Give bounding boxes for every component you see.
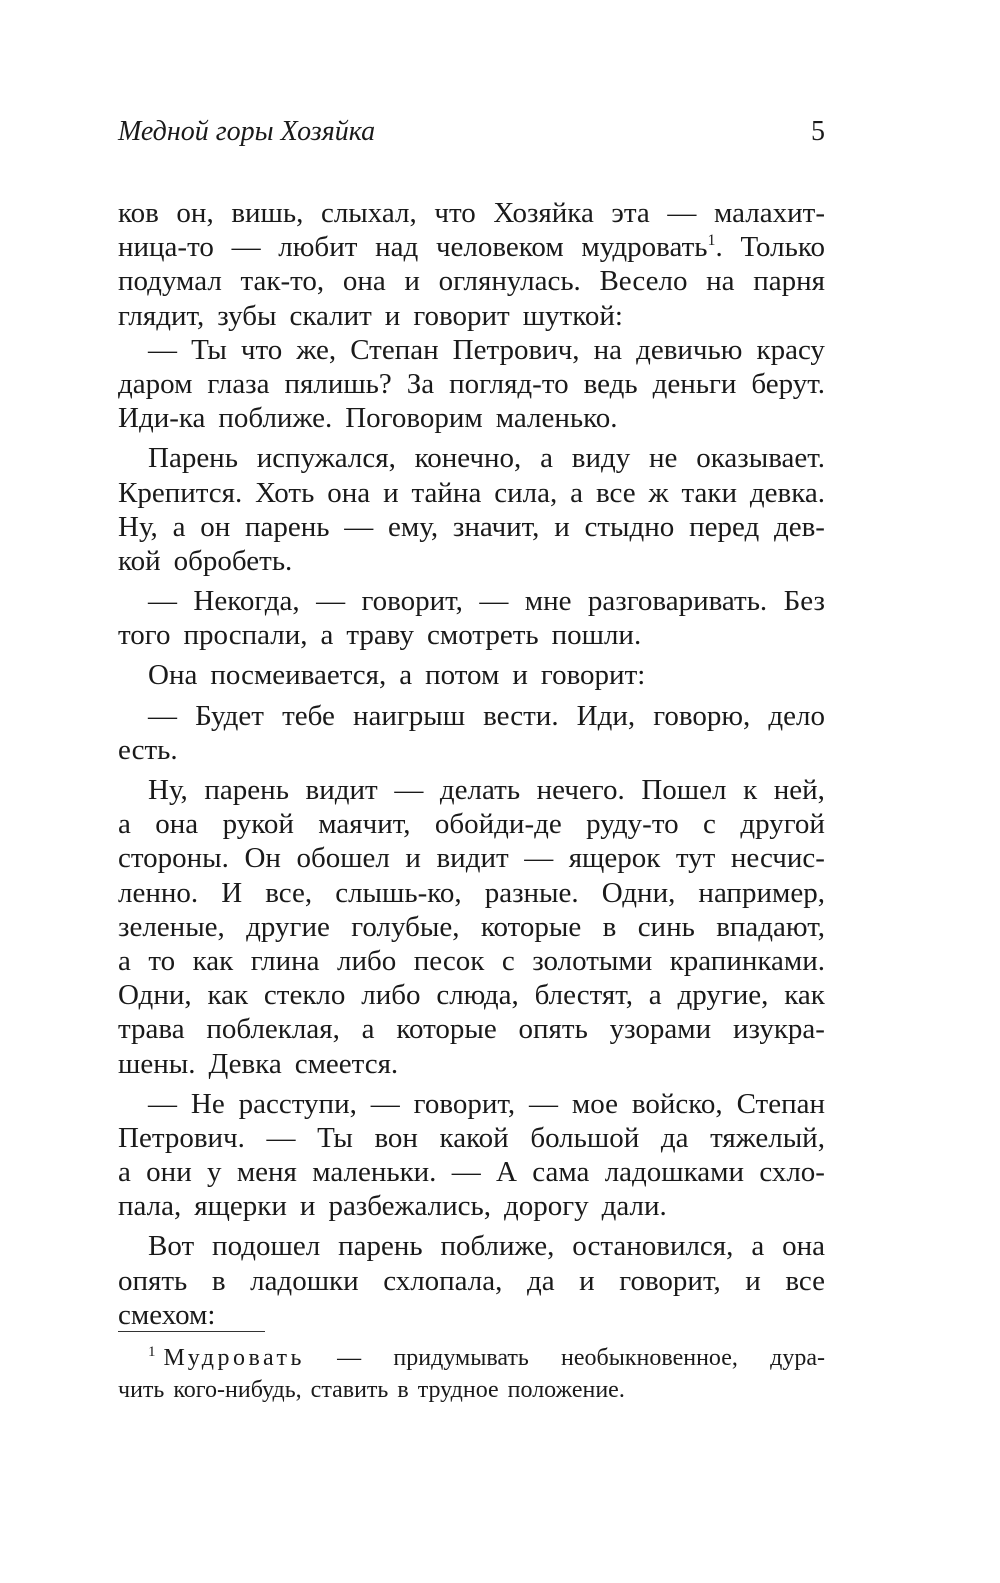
text-line	[118, 773, 825, 807]
word: —	[337, 1345, 362, 1371]
word: а	[570, 476, 584, 509]
word: а	[118, 808, 131, 841]
word: слышь-ко,	[335, 876, 462, 909]
word: руду-то	[586, 808, 679, 841]
word: например,	[698, 876, 825, 909]
word: блестят,	[534, 979, 633, 1012]
word: несчис-	[730, 842, 825, 875]
word: —	[524, 842, 554, 875]
text-line	[118, 618, 825, 652]
word: ящерок	[568, 842, 661, 875]
word: а	[361, 1013, 375, 1046]
word: Вот	[148, 1230, 195, 1263]
word: говорит,	[619, 1264, 721, 1297]
word: —	[370, 1087, 400, 1120]
word: они	[146, 1156, 192, 1189]
word: Хоть	[255, 476, 315, 509]
text-line	[118, 1155, 825, 1189]
text-line	[118, 876, 825, 910]
word: видит	[305, 774, 378, 806]
word: придумывать	[393, 1345, 529, 1371]
word: даром	[118, 367, 193, 400]
footnote-reference[interactable]: 1	[707, 232, 716, 250]
text-line	[118, 333, 825, 367]
word: вести.	[483, 699, 559, 732]
word: Одни,	[601, 876, 676, 909]
word: что	[240, 333, 283, 366]
word: посмеивается,	[210, 659, 387, 692]
word: а	[172, 510, 186, 543]
word: подошел	[212, 1230, 321, 1263]
word: ведь	[583, 367, 638, 400]
word: она	[342, 265, 386, 298]
word: Ну,	[148, 774, 188, 806]
word: —	[148, 1087, 177, 1120]
word: а	[540, 442, 553, 475]
word: траву	[346, 619, 414, 652]
word: обробеть.	[173, 544, 293, 577]
word: ладошками	[604, 1156, 745, 1189]
word: деньги	[652, 367, 737, 400]
word: стороны.	[118, 842, 229, 875]
word: —	[451, 1156, 481, 1189]
footnote-line	[118, 1374, 825, 1406]
word: да	[660, 1121, 689, 1154]
word: перед	[689, 510, 760, 543]
word: так-то,	[240, 265, 325, 298]
text-line	[118, 944, 825, 978]
word: с	[501, 944, 515, 977]
word: ков	[118, 197, 159, 229]
text-line	[118, 476, 825, 510]
word: Он	[244, 842, 281, 875]
word: смотреть	[426, 619, 539, 652]
text-line	[118, 699, 825, 733]
word: пошли.	[551, 619, 642, 652]
word: скалит	[289, 299, 372, 332]
word: слюда,	[436, 979, 519, 1012]
word: шены.	[118, 1047, 196, 1080]
word: а	[648, 979, 662, 1012]
word: Парень	[148, 442, 238, 475]
text-line	[118, 544, 825, 578]
text-line	[118, 658, 825, 692]
word: Весело	[599, 265, 688, 298]
word: смеется.	[294, 1047, 399, 1080]
word: —	[316, 585, 346, 618]
word: —	[394, 774, 424, 806]
word: Степан	[736, 1087, 825, 1120]
text-line	[118, 230, 825, 264]
word: изукра-	[732, 1013, 825, 1046]
word: а	[751, 1230, 765, 1263]
word: которые	[396, 1013, 497, 1046]
text-line	[118, 1264, 825, 1298]
text-line	[118, 299, 825, 333]
word: —	[148, 699, 177, 732]
word: схло-	[759, 1156, 825, 1189]
word: Степан	[350, 333, 439, 366]
word: видит	[436, 842, 509, 875]
word: стекло	[263, 979, 346, 1012]
text-line	[118, 401, 825, 435]
word: глаза	[207, 367, 270, 400]
word: —	[148, 585, 177, 618]
word: Не	[190, 1087, 225, 1120]
word: и	[554, 510, 570, 543]
word: кого-нибудь,	[173, 1377, 302, 1403]
word: и	[384, 299, 401, 332]
word: не	[649, 442, 678, 475]
word: маленьки.	[312, 1156, 437, 1189]
word: разные.	[484, 876, 579, 909]
word: смехом:	[118, 1298, 216, 1331]
word: За	[406, 367, 435, 400]
word: говорит:	[540, 659, 646, 692]
word: которые	[480, 910, 582, 943]
text-line	[118, 1298, 825, 1332]
text-line	[118, 1229, 825, 1263]
word: он,	[176, 197, 214, 229]
word: она	[327, 476, 371, 509]
word: Петрович.	[118, 1121, 245, 1154]
word: кой	[118, 544, 161, 577]
word: и	[579, 1264, 595, 1297]
word: золотыми	[532, 944, 653, 977]
word: либо	[337, 944, 397, 977]
word: девичью	[636, 333, 743, 366]
footnote-line	[118, 1342, 825, 1374]
word: другой	[740, 808, 825, 841]
word: Ты	[191, 333, 227, 366]
word: наигрыш	[352, 699, 466, 732]
word: Хозяйка	[493, 197, 594, 229]
word: вон	[374, 1121, 418, 1154]
word: Крепится.	[118, 476, 243, 509]
word: дорогу	[504, 1190, 589, 1223]
word: парня	[753, 265, 825, 298]
text-line	[118, 584, 825, 618]
word: значит,	[452, 510, 540, 543]
word: виду	[571, 442, 631, 475]
word: глядит,	[118, 299, 205, 332]
word: сама	[532, 1156, 590, 1189]
word: мудровать	[581, 231, 708, 264]
word: парень	[338, 1230, 423, 1263]
word: погляд-то	[449, 367, 569, 400]
word: и	[299, 1190, 316, 1223]
word: другие	[246, 910, 330, 943]
word: Ты	[317, 1121, 353, 1154]
word: девка.	[749, 476, 825, 509]
word: глина	[250, 944, 320, 977]
text-line	[118, 1047, 825, 1081]
word: схлопала,	[383, 1264, 503, 1297]
text-line	[118, 733, 825, 767]
text-line	[118, 367, 825, 401]
word: любит	[278, 231, 358, 264]
text-line	[118, 1012, 825, 1046]
word: Будет	[195, 699, 264, 732]
word: в	[211, 1264, 226, 1297]
word: ставить	[310, 1377, 389, 1403]
word: большой	[530, 1121, 640, 1154]
word: трудное	[417, 1377, 499, 1403]
word: ленно.	[118, 876, 199, 909]
word: голубые,	[351, 910, 460, 943]
word: конечно,	[414, 442, 522, 475]
word: тебе	[282, 699, 335, 732]
word: меня	[236, 1156, 297, 1189]
word: Без	[783, 585, 825, 618]
text-line	[118, 264, 825, 298]
word: синь	[637, 910, 695, 943]
word: ему,	[388, 510, 439, 543]
word: опять	[118, 1264, 188, 1297]
word: парень	[245, 510, 330, 543]
word: с	[703, 808, 716, 841]
word: же,	[296, 333, 337, 366]
text-line	[118, 196, 825, 230]
word: проспали,	[183, 619, 308, 652]
word: остановился,	[572, 1230, 734, 1263]
word: Ну,	[118, 510, 158, 543]
word: дело	[768, 699, 825, 732]
word: мне	[524, 585, 572, 618]
word: мое	[571, 1087, 618, 1120]
word: все	[595, 476, 636, 509]
word: положение.	[507, 1377, 625, 1403]
word: есть.	[118, 733, 178, 766]
word: обошел	[296, 842, 390, 875]
word: крапинками.	[669, 944, 825, 977]
word: он	[200, 510, 231, 543]
word: говорит,	[413, 1087, 516, 1120]
word: впадают,	[716, 910, 825, 943]
word: испужался,	[256, 442, 396, 475]
word: пала,	[118, 1190, 182, 1223]
word: того	[118, 619, 171, 652]
word: —	[148, 333, 177, 366]
word: вишь,	[231, 197, 304, 229]
word: как	[192, 944, 234, 977]
word: Петрович,	[452, 333, 580, 366]
word: а	[118, 1156, 131, 1189]
word: в	[602, 910, 617, 943]
word: Одни,	[118, 979, 192, 1012]
word: оказывает.	[696, 442, 825, 475]
word: опять	[518, 1013, 588, 1046]
word: на	[593, 333, 623, 366]
word: поближе.	[218, 402, 333, 435]
text-line	[118, 1189, 825, 1223]
word: либо	[361, 979, 421, 1012]
word: Девка	[208, 1047, 282, 1080]
text-line	[118, 807, 825, 841]
word: узорами	[609, 1013, 712, 1046]
word: как	[784, 979, 825, 1012]
word: и	[404, 265, 420, 298]
word: ней,	[773, 774, 825, 806]
footnote	[118, 1342, 825, 1406]
word: песок	[413, 944, 485, 977]
word: ящерки	[194, 1190, 287, 1223]
word: И	[221, 876, 243, 909]
word: берут.	[751, 367, 825, 400]
text-line	[118, 978, 825, 1012]
running-title: Медной горы Хозяйка	[118, 116, 376, 147]
word: какой	[439, 1121, 509, 1154]
text-line	[118, 841, 825, 875]
word: войско,	[631, 1087, 723, 1120]
word: шуткой:	[522, 299, 623, 332]
word: разговаривать.	[587, 585, 768, 618]
word: она	[782, 1230, 825, 1263]
word: А	[496, 1156, 517, 1189]
word: слыхал,	[320, 197, 417, 229]
footnote-term: Мудровать	[163, 1345, 305, 1371]
word: все,	[265, 876, 313, 909]
word: а	[399, 659, 413, 692]
word: сила,	[494, 476, 558, 509]
word: —	[667, 197, 697, 229]
word: то	[148, 944, 176, 977]
word: говорит,	[361, 585, 463, 618]
footnote-mark: 1	[148, 1344, 156, 1360]
word: над	[375, 231, 419, 264]
word: в	[397, 1377, 409, 1403]
footnote-term-group	[148, 1342, 305, 1374]
body-text	[118, 196, 825, 1332]
word: Поговорим	[345, 402, 483, 435]
word: стыдно	[584, 510, 675, 543]
footnote-divider	[118, 1331, 265, 1332]
word: говорю,	[653, 699, 751, 732]
word: а	[118, 944, 131, 977]
word: Она	[148, 659, 198, 692]
word: обойди-де	[434, 808, 562, 841]
word: тяжелый,	[710, 1121, 825, 1154]
word: другие,	[677, 979, 769, 1012]
word: расступи,	[238, 1087, 357, 1120]
word: Иди,	[576, 699, 636, 732]
word: а	[320, 619, 334, 652]
word: рукой	[222, 808, 294, 841]
word: на	[706, 265, 735, 298]
word: дали.	[601, 1190, 667, 1223]
running-header	[118, 116, 825, 156]
word: таки	[681, 476, 737, 509]
word: тайна	[411, 476, 482, 509]
word: зубы	[217, 299, 277, 332]
word: разбежались,	[328, 1190, 492, 1223]
text-line	[118, 441, 825, 475]
word: Только	[740, 231, 825, 264]
word: оглянулась.	[438, 265, 581, 298]
word: парень	[204, 774, 289, 806]
word: человеком	[435, 231, 564, 264]
word: что	[434, 197, 476, 229]
word: красу	[756, 333, 825, 366]
word: маячит,	[318, 808, 411, 841]
word: —	[266, 1121, 296, 1154]
word: ладошки	[250, 1264, 359, 1297]
word: малахит-	[714, 197, 825, 229]
word: она	[155, 808, 199, 841]
word: Иди-ка	[118, 402, 206, 435]
word: и	[383, 476, 399, 509]
word: тут	[675, 842, 716, 875]
word: ж	[648, 476, 669, 509]
word: зеленые,	[118, 910, 225, 943]
word: чить	[118, 1377, 165, 1403]
word: как	[207, 979, 249, 1012]
word: к	[743, 774, 758, 806]
page-number: 5	[811, 116, 825, 147]
word: Пошел	[641, 774, 727, 806]
word: трава	[118, 1013, 185, 1046]
word: —	[529, 1087, 558, 1120]
word: эта	[611, 197, 650, 229]
word: —	[344, 510, 374, 543]
text-line	[118, 510, 825, 544]
text-line	[118, 1087, 825, 1121]
word: Некогда,	[193, 585, 300, 618]
word: дура-	[770, 1345, 825, 1371]
word: и	[745, 1264, 761, 1297]
word: и	[512, 659, 528, 692]
word: у	[207, 1156, 222, 1189]
word: говорит	[413, 299, 510, 332]
word: потом	[425, 659, 500, 692]
text-line	[118, 1121, 825, 1155]
word: все	[785, 1264, 825, 1297]
word: необыкновенное,	[561, 1345, 738, 1371]
word: —	[479, 585, 509, 618]
word-with-footnote: мудровать$^1$.	[581, 231, 723, 264]
word: и	[405, 842, 421, 875]
word: подумал	[118, 265, 222, 298]
text-line	[118, 910, 825, 944]
word: да	[526, 1264, 555, 1297]
word: —	[231, 231, 261, 264]
word: поближе,	[440, 1230, 555, 1263]
word: делать	[439, 774, 521, 806]
word: пялишь?	[284, 367, 392, 400]
word: поблеклая,	[206, 1013, 340, 1046]
word: ница-то	[118, 231, 214, 264]
word: нечего.	[536, 774, 625, 806]
word: дев-	[773, 510, 825, 543]
word: маленько.	[495, 402, 618, 435]
